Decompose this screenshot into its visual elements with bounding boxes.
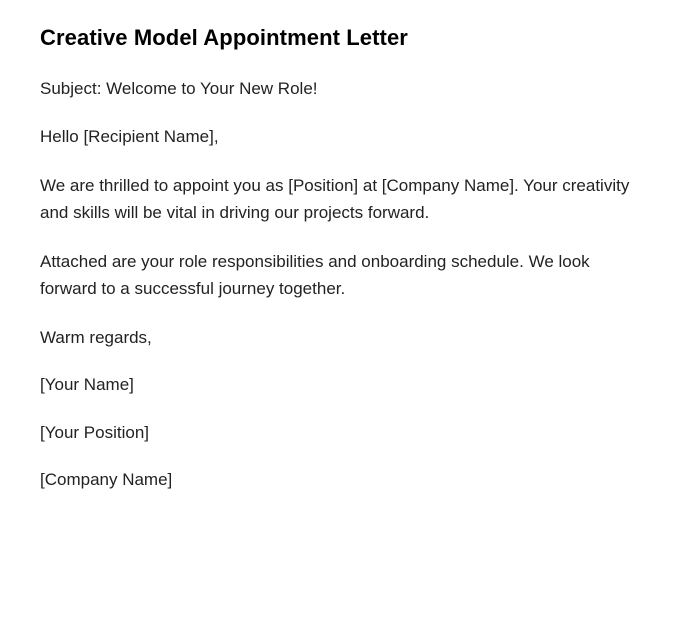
page-title: Creative Model Appointment Letter: [40, 25, 408, 50]
paragraph-attachments: Attached are your role responsibilities and onboarding schedule. We look forward to a successful journey together.: [40, 251, 590, 299]
paragraph-appointment: We are thrilled to appoint you as [Position] at [Company Name]. Your creativity and skills will be vital in driving our projects forward.: [40, 175, 630, 223]
paragraph-subject: Subject: Welcome to Your New Role!: [40, 78, 318, 98]
paragraph-greeting: Hello [Recipient Name],: [40, 127, 219, 147]
paragraph-closing: Warm regards,: [40, 327, 152, 347]
signature-position: [Your Position]: [40, 422, 149, 442]
signature-name: [Your Name]: [40, 375, 134, 395]
signature-company: [Company Name]: [40, 470, 173, 490]
